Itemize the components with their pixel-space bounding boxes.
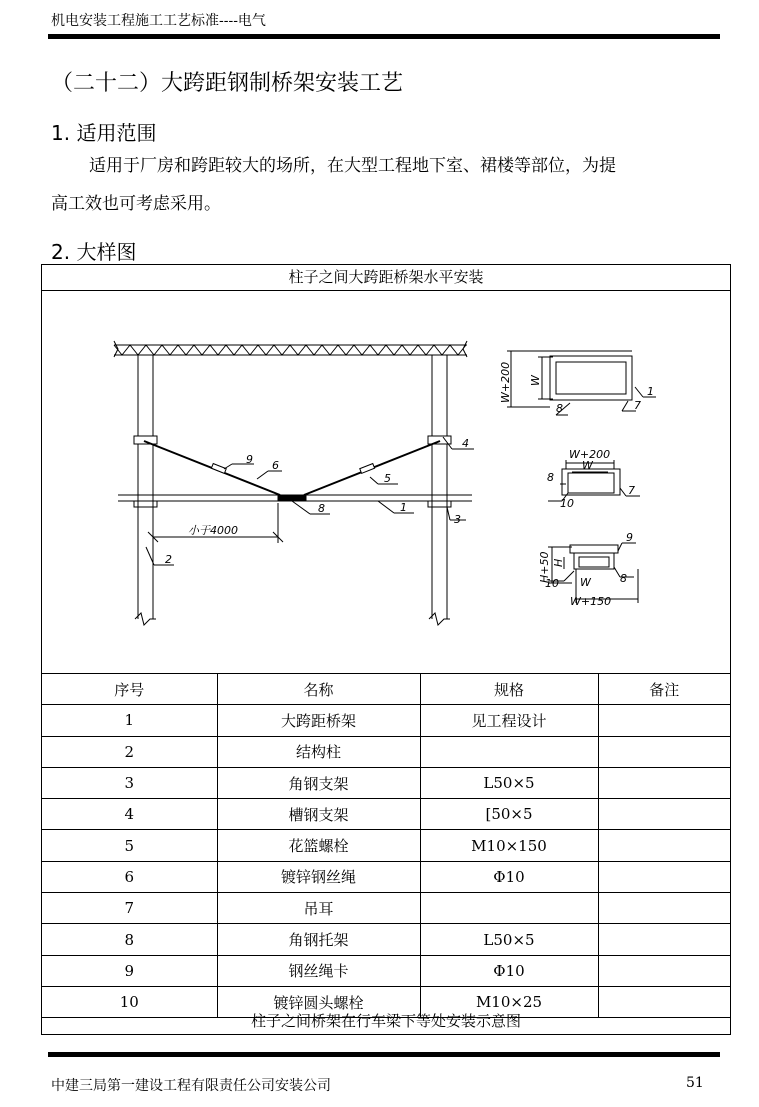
cell-no: 5 [42, 830, 217, 861]
cell-spec: L50×5 [420, 767, 598, 798]
label-8-b: 8 [547, 471, 554, 484]
cell-no: 7 [42, 893, 217, 924]
label-8-c: 8 [620, 572, 627, 585]
label-6: 6 [272, 459, 279, 472]
cell-no: 9 [42, 955, 217, 986]
scope-heading: 1. 适用范围 [51, 121, 157, 145]
cell-note [598, 861, 730, 892]
label-w200-b: W+200 [569, 448, 611, 461]
cell-name: 吊耳 [217, 893, 420, 924]
label-9: 9 [246, 453, 253, 466]
section-b [548, 460, 640, 501]
parts-table [42, 673, 730, 1018]
cell-no: 2 [42, 736, 217, 767]
header-cell: 序号 [42, 674, 217, 705]
table-row [42, 830, 730, 861]
label-w-a: W [529, 375, 542, 386]
label-4: 4 [462, 437, 469, 450]
cell-spec: M10×25 [420, 986, 598, 1017]
footer-rule [48, 1052, 720, 1057]
cell-spec [420, 736, 598, 767]
drawing-title: 柱子之间大跨距桥架水平安装 [42, 265, 730, 291]
cell-name: 结构柱 [217, 736, 420, 767]
table-row [42, 767, 730, 798]
label-span: 小于4000 [188, 524, 238, 537]
table-row [42, 799, 730, 830]
long-span-tray [118, 495, 472, 507]
cell-note [598, 705, 730, 736]
label-9-c: 9 [626, 531, 633, 544]
cell-spec: Φ10 [420, 955, 598, 986]
cell-note [598, 767, 730, 798]
cell-name: 角钢托架 [217, 924, 420, 955]
cell-spec: M10×150 [420, 830, 598, 861]
label-1: 1 [400, 501, 407, 514]
label-5: 5 [384, 472, 391, 485]
span-dimension [148, 503, 283, 543]
label-3: 3 [454, 513, 461, 526]
scope-line-2: 高工效也可考虑采用。 [51, 194, 221, 214]
cell-name: 角钢支架 [217, 767, 420, 798]
label-1-a: 1 [647, 385, 654, 398]
drawing-caption: 柱子之间桥架在行车梁下等处安装示意图 [250, 1012, 521, 1030]
table-row [42, 705, 730, 736]
label-8-a: 8 [556, 402, 563, 415]
cell-note [598, 955, 730, 986]
cell-spec: L50×5 [420, 924, 598, 955]
running-header: 机电安装工程施工工艺标准----电气 [51, 13, 266, 29]
label-2: 2 [165, 553, 172, 566]
label-8: 8 [318, 502, 325, 515]
table-row [42, 736, 730, 767]
label-h50: H+50 [538, 551, 551, 583]
page-number: 51 [686, 1075, 704, 1091]
installation-diagram [42, 291, 730, 673]
label-w150: W+150 [570, 595, 612, 608]
cell-no: 6 [42, 861, 217, 892]
header-cell: 规格 [420, 674, 598, 705]
cell-spec: 见工程设计 [420, 705, 598, 736]
label-w-b: W [582, 459, 593, 472]
cell-no: 3 [42, 767, 217, 798]
cell-name: 大跨距桥架 [217, 705, 420, 736]
wire-rope [144, 441, 440, 495]
table-row [42, 924, 730, 955]
cell-note [598, 893, 730, 924]
label-h: H [552, 558, 565, 567]
cell-spec [420, 893, 598, 924]
header-cell: 名称 [217, 674, 420, 705]
structural-column-right [429, 355, 450, 625]
cell-note [598, 799, 730, 830]
scope-line-1: 适用于厂房和跨距较大的场所，在大型工程地下室、裙楼等部位，为提 [89, 156, 616, 176]
cell-name: 槽钢支架 [217, 799, 420, 830]
cell-note [598, 736, 730, 767]
structural-column-left [135, 355, 156, 625]
label-7-a: 7 [634, 399, 641, 412]
header-cell: 备注 [598, 674, 730, 705]
label-w200-a: W+200 [499, 361, 512, 403]
scope-paragraph [51, 147, 723, 223]
cell-no: 8 [42, 924, 217, 955]
label-w-c: W [580, 576, 591, 589]
section-title: （二十二）大跨距钢制桥架安装工艺 [51, 71, 404, 96]
table-header-row [42, 674, 730, 705]
roof-truss [114, 341, 467, 357]
cell-spec: Φ10 [420, 861, 598, 892]
cell-no: 1 [42, 705, 217, 736]
cell-name: 镀锌圆头螺栓 [217, 986, 420, 1017]
label-10-c: 10 [545, 577, 559, 590]
detail-heading: 2. 大样图 [51, 240, 137, 264]
cell-name: 花篮螺栓 [217, 830, 420, 861]
table-row [42, 955, 730, 986]
cell-note [598, 830, 730, 861]
cell-no: 4 [42, 799, 217, 830]
label-7-b: 7 [628, 484, 635, 497]
drawing-frame [41, 264, 731, 1035]
cell-no: 10 [42, 986, 217, 1017]
cell-spec: [50×5 [420, 799, 598, 830]
footer-company: 中建三局第一建设工程有限责任公司安装公司 [51, 1078, 331, 1094]
cell-name: 镀锌钢丝绳 [217, 861, 420, 892]
cell-note [598, 924, 730, 955]
label-10-b: 10 [560, 497, 574, 510]
table-row [42, 861, 730, 892]
table-row [42, 893, 730, 924]
cell-name: 钢丝绳卡 [217, 955, 420, 986]
header-rule [48, 34, 720, 39]
